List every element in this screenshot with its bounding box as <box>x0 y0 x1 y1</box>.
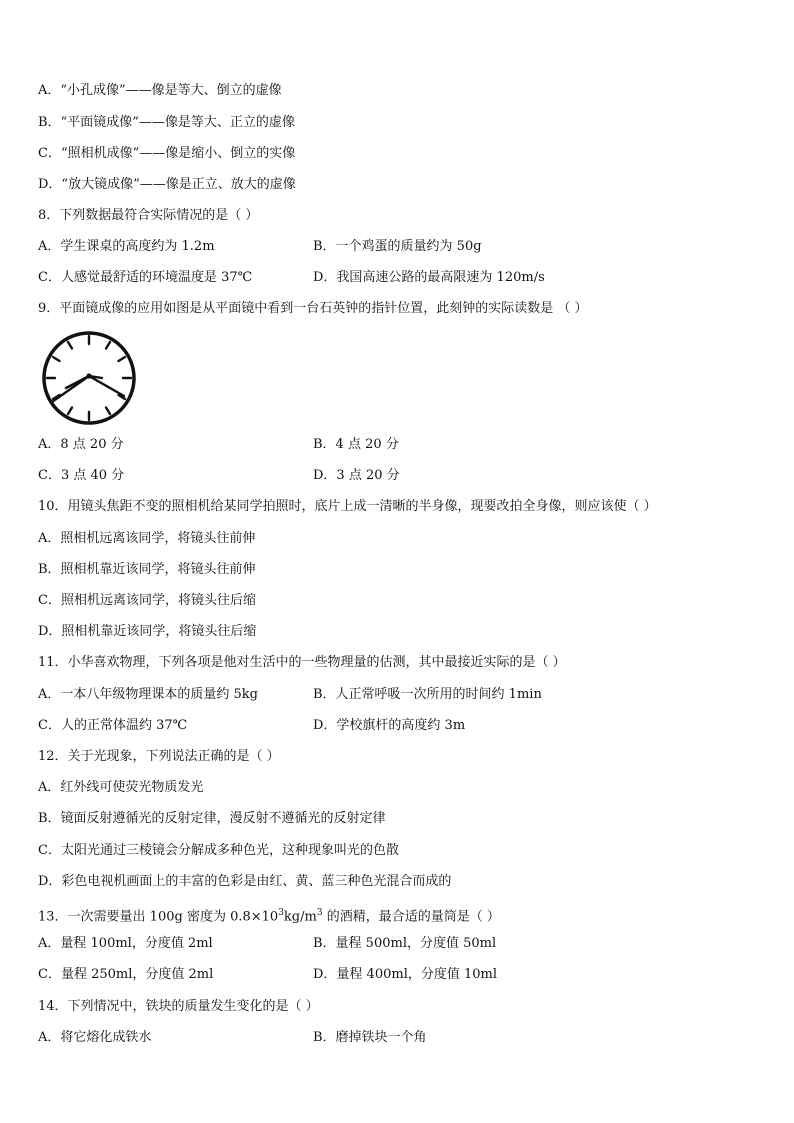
q9-option-a: A．8 点 20 分 <box>38 437 124 452</box>
q12-question: 12．关于光现象，下列说法正确的是（ ） <box>38 749 280 764</box>
q10-option-d: D．照相机靠近该同学，将镜头往后缩 <box>38 624 257 639</box>
q11-question: 11．小华喜欢物理，下列各项是他对生活中的一些物理量的估测，其中最接近实际的是（ ） <box>38 655 566 670</box>
q8-option-c: C．人感觉最舒适的环境温度是 37℃ <box>38 270 253 285</box>
q8-option-b: B．一个鸡蛋的质量约为 50g <box>313 239 482 254</box>
q12-option-a: A．红外线可使荧光物质发光 <box>38 780 204 795</box>
q12-option-c: C．太阳光通过三棱镜会分解成多种色光，这种现象叫光的色散 <box>38 843 399 858</box>
q7-option-c: C．“照相机成像”——像是缩小、倒立的实像 <box>38 146 296 161</box>
q13-option-d: D．量程 400ml，分度值 10ml <box>313 967 498 982</box>
q14-option-b: B．磨掉铁块一个角 <box>313 1030 427 1045</box>
q9-question: 9．平面镜成像的应用如图是从平面镜中看到一台石英钟的指针位置，此刻钟的实际读数是 （ ） <box>38 301 588 316</box>
q11-option-a: A．一本八年级物理课本的质量约 5kg <box>38 687 258 702</box>
q10-option-c: C．照相机远离该同学，将镜头往后缩 <box>38 593 256 608</box>
q12-option-b: B．镜面反射遵循光的反射定律，漫反射不遵循光的反射定律 <box>38 811 386 826</box>
q10-option-a: A．照相机远离该同学，将镜头往前伸 <box>38 531 256 546</box>
q11-option-c: C．人的正常体温约 37℃ <box>38 718 188 733</box>
mirrored-clock-figure <box>40 330 138 426</box>
q8-option-a: A．学生课桌的高度约为 1.2m <box>38 239 215 254</box>
q7-option-b: B．“平面镜成像”——像是等大、正立的虚像 <box>38 115 295 130</box>
q10-option-b: B．照相机靠近该同学，将镜头往前伸 <box>38 562 256 577</box>
q14-question: 14．下列情况中，铁块的质量发生变化的是（ ） <box>38 999 319 1014</box>
q8-option-d: D．我国高速公路的最高限速为 120m/s <box>313 270 545 285</box>
q13-option-c: C．量程 250ml，分度值 2ml <box>38 967 214 982</box>
q12-option-d: D．彩色电视机画面上的丰富的色彩是由红、黄、蓝三种色光混合而成的 <box>38 874 452 889</box>
q9-option-d: D．3 点 20 分 <box>313 468 400 483</box>
q10-question: 10．用镜头焦距不变的照相机给某同学拍照时，底片上成一清晰的半身像，现要改拍全身像，则应该使（ ） <box>38 499 657 514</box>
q11-option-b: B．人正常呼吸一次所用的时间约 1min <box>313 687 542 702</box>
q9-option-b: B．4 点 20 分 <box>313 437 399 452</box>
q13-option-a: A．量程 100ml，分度值 2ml <box>38 936 213 951</box>
q14-option-a: A．将它熔化成铁水 <box>38 1030 152 1045</box>
q7-option-a: A．“小孔成像”——像是等大、倒立的虚像 <box>38 83 282 98</box>
q9-option-c: C．3 点 40 分 <box>38 468 125 483</box>
q11-option-d: D．学校旗杆的高度约 3m <box>313 718 466 733</box>
q13-question: 13．一次需要量出 100g 密度为 $0.8\times 10^3kg/m^3$ 的酒精，最合适的量筒是（ ） <box>38 908 500 925</box>
q7-option-d: D．“放大镜成像”——像是正立、放大的虚像 <box>38 177 296 192</box>
q8-question: 8．下列数据最符合实际情况的是（ ） <box>38 208 259 223</box>
q13-option-b: B．量程 500ml，分度值 50ml <box>313 936 497 951</box>
